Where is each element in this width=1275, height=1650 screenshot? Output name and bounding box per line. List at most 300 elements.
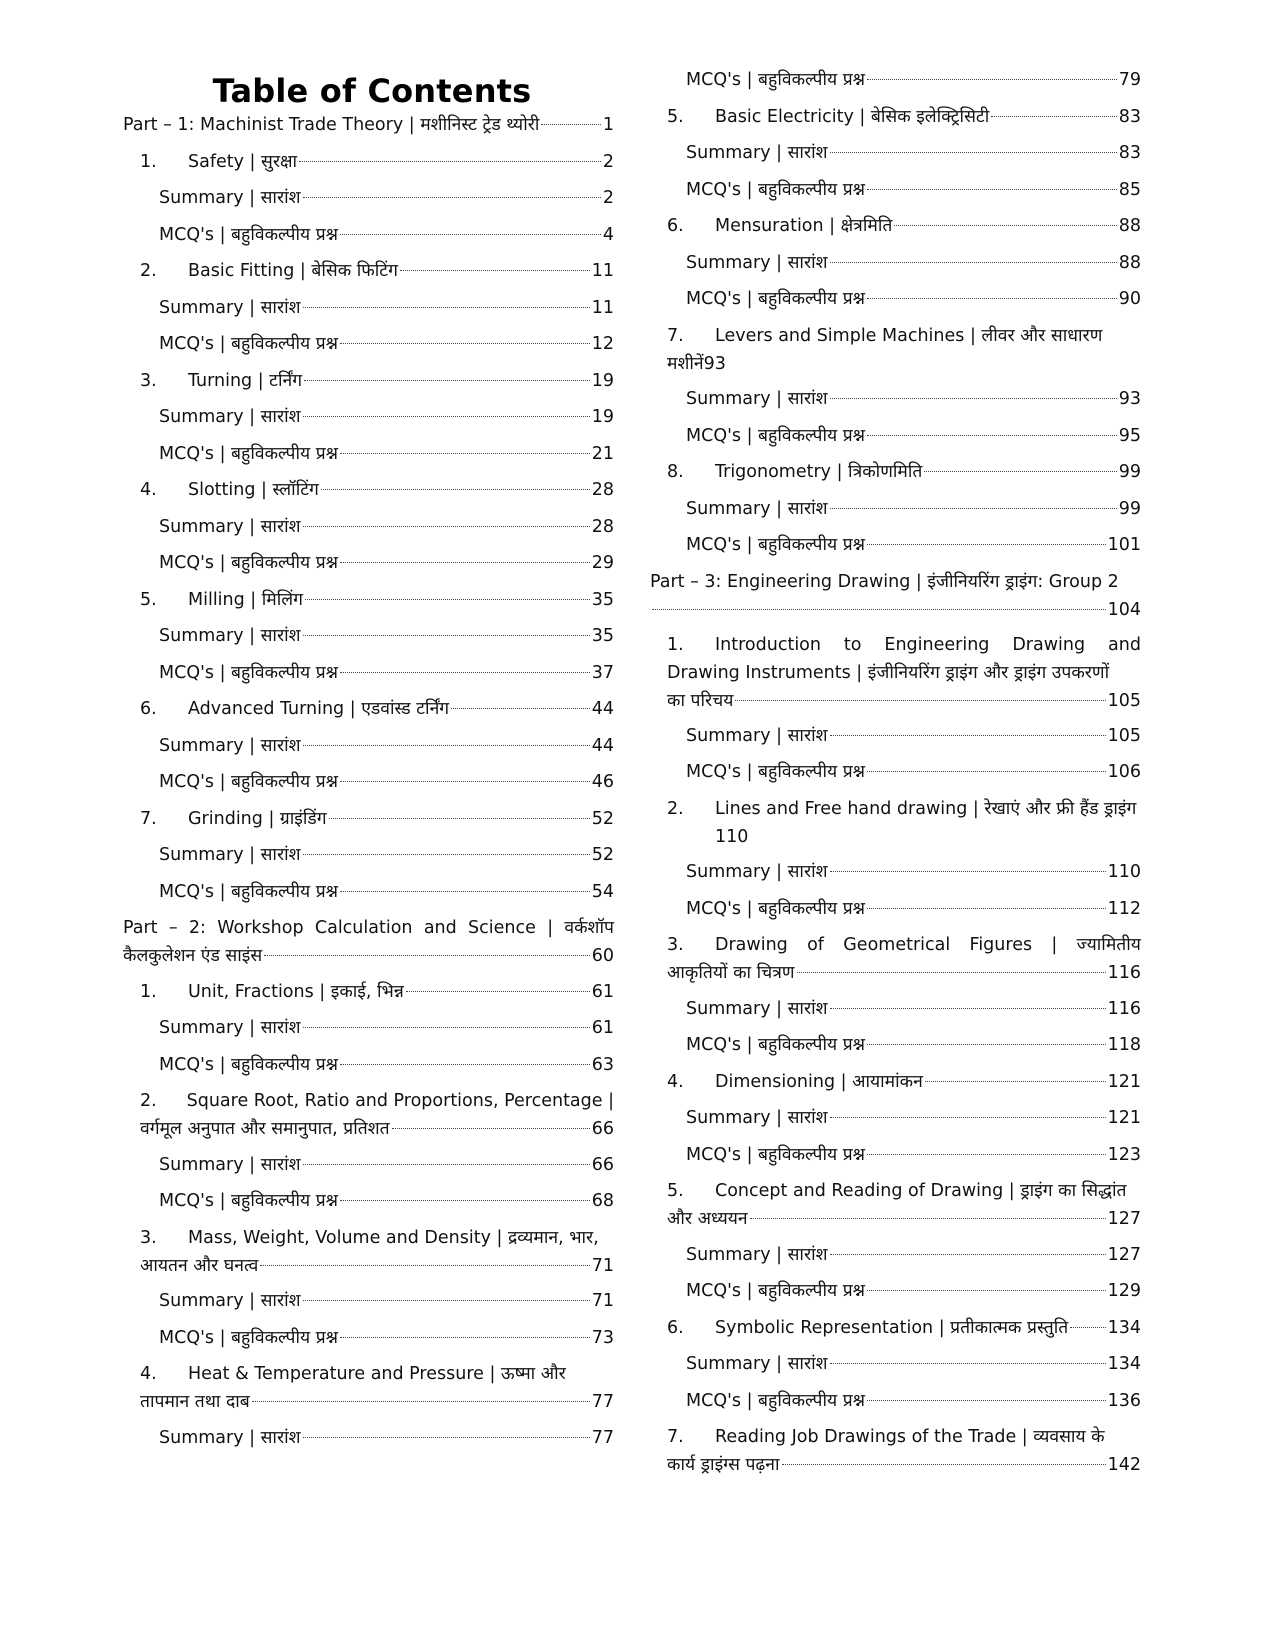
dot-leader xyxy=(991,116,1116,117)
toc-entry xyxy=(140,1224,614,1280)
entry-title: और अध्ययन xyxy=(667,1209,748,1229)
entry-title: MCQ's | बहुविकल्पीय प्रश्न xyxy=(686,1281,866,1301)
toc-entry xyxy=(140,695,614,723)
page-number: 35 xyxy=(591,626,614,646)
toc-row xyxy=(667,959,1141,987)
dot-leader xyxy=(867,435,1117,436)
word: Science xyxy=(468,918,536,938)
toc-entry xyxy=(667,795,1141,851)
dot-leader xyxy=(1070,1327,1105,1328)
toc-row xyxy=(159,1151,614,1179)
toc-row xyxy=(686,385,1141,413)
dot-leader xyxy=(303,1300,590,1301)
entry-title: Slotting | स्लॉटिंग xyxy=(188,480,319,500)
page-number: 106 xyxy=(1107,762,1141,782)
page-number: 127 xyxy=(1107,1209,1141,1229)
entry-title: Summary | सारांश xyxy=(686,998,828,1019)
word: and xyxy=(1108,635,1141,655)
toc-entry xyxy=(123,111,614,139)
entry-title: Summary | सारांश xyxy=(686,1354,828,1374)
word: | xyxy=(547,918,554,938)
page-number: 121 xyxy=(1107,1071,1141,1092)
entry-title: Summary | सारांश xyxy=(686,143,828,163)
toc-row xyxy=(123,942,614,970)
chapter-number: 5. xyxy=(667,106,684,127)
toc-row xyxy=(686,1104,1141,1132)
toc-row xyxy=(686,495,1141,523)
entry-title: Lines and Free hand drawing | रेखाएं और फ्री हैंड ड्राइंग xyxy=(715,798,1137,819)
toc-row xyxy=(686,1141,1141,1169)
toc-row xyxy=(159,732,614,760)
page-number: 68 xyxy=(591,1191,614,1211)
toc-entry xyxy=(159,221,614,249)
chapter-number: 8. xyxy=(667,462,684,482)
entry-title: MCQ's | बहुविकल्पीय प्रश्न xyxy=(159,334,339,354)
word: 2: xyxy=(188,918,206,938)
toc-entry xyxy=(140,367,614,395)
toc-row xyxy=(686,1031,1141,1059)
toc-row xyxy=(159,513,614,541)
page-number: 4 xyxy=(602,224,614,245)
chapter-number: 3. xyxy=(140,370,157,391)
toc-row xyxy=(140,257,614,285)
page-number: 88 xyxy=(1118,252,1141,273)
page-number: 11 xyxy=(591,261,614,281)
toc-entry xyxy=(686,285,1141,313)
page-number: 110 xyxy=(1107,862,1141,882)
toc-entry xyxy=(686,1350,1141,1378)
page-number: 2 xyxy=(602,188,614,208)
dot-leader xyxy=(303,197,601,198)
toc-entry xyxy=(159,622,614,650)
chapter-number: 3. xyxy=(140,1227,157,1248)
page-number: 99 xyxy=(1118,462,1141,482)
entry-title: Summary | सारांश xyxy=(686,1108,828,1128)
dot-leader xyxy=(303,1164,590,1165)
dot-leader xyxy=(867,298,1117,299)
entry-title: MCQ's | बहुविकल्पीय प्रश्न xyxy=(159,1054,339,1075)
toc-row xyxy=(140,978,614,1006)
entry-title: MCQ's | बहुविकल्पीय प्रश्न xyxy=(686,289,866,309)
page-number: 142 xyxy=(1107,1455,1141,1475)
entry-title: MCQ's | बहुविकल्पीय प्रश्न xyxy=(159,1327,339,1348)
entry-title-line xyxy=(140,1087,614,1115)
toc-entry xyxy=(159,440,614,468)
toc-row xyxy=(159,1014,614,1042)
page-number: 129 xyxy=(1107,1281,1141,1301)
toc-entry xyxy=(686,758,1141,786)
page-number: 121 xyxy=(1107,1108,1141,1128)
page-number: 54 xyxy=(591,881,614,902)
page-number: 11 xyxy=(591,297,614,318)
toc-entry xyxy=(686,385,1141,413)
toc-entry xyxy=(686,495,1141,523)
page-number: 136 xyxy=(1107,1390,1141,1411)
toc-row xyxy=(159,184,614,212)
toc-entry xyxy=(686,249,1141,277)
dot-leader xyxy=(304,380,590,381)
toc-entry xyxy=(686,1141,1141,1169)
toc-row xyxy=(159,659,614,687)
page-number: 77 xyxy=(591,1427,614,1448)
toc-row xyxy=(667,458,1141,486)
dot-leader xyxy=(400,270,590,271)
page-number: 127 xyxy=(1107,1244,1141,1265)
toc-entry xyxy=(123,914,614,970)
chapter-number: 7. xyxy=(667,1427,684,1447)
dot-leader xyxy=(340,1200,590,1201)
page-number: 83 xyxy=(1118,106,1141,127)
chapter-number: 6. xyxy=(140,699,157,719)
toc-row xyxy=(686,995,1141,1023)
chapter-number: 4. xyxy=(667,1071,684,1092)
toc-row xyxy=(159,1187,614,1215)
dot-leader xyxy=(750,1218,1106,1219)
entry-title: Part – 1: Machinist Trade Theory | मशीनिस्ट ट्रेड थ्योरी xyxy=(123,115,540,135)
entry-title: Trigonometry | त्रिकोणमिति xyxy=(715,462,923,482)
entry-title: Basic Fitting | बेसिक फिटिंग xyxy=(188,261,398,281)
chapter-number: 4. xyxy=(140,480,157,500)
dot-leader xyxy=(451,708,590,709)
toc-entry xyxy=(650,568,1141,624)
entry-title: कैलकुलेशन एंड साइंस xyxy=(123,946,263,966)
toc-entry xyxy=(686,176,1141,204)
entry-title-line xyxy=(667,631,1141,659)
dot-leader xyxy=(924,471,1116,472)
entry-title: Summary | सारांश xyxy=(159,407,301,427)
toc-row xyxy=(159,1051,614,1079)
toc-row xyxy=(667,103,1141,131)
chapter-number: 5. xyxy=(667,1181,684,1201)
entry-title: Safety | सुरक्षा xyxy=(188,151,298,172)
toc-row xyxy=(159,768,614,796)
toc-row xyxy=(667,1314,1141,1342)
dot-leader xyxy=(830,1363,1106,1364)
entry-title: MCQ's | बहुविकल्पीय प्रश्न xyxy=(686,535,866,555)
toc-row xyxy=(159,1424,614,1452)
entry-title: आयतन और घनत्व xyxy=(140,1255,259,1276)
word: वर्कशॉप xyxy=(564,918,614,938)
page-number: 88 xyxy=(1118,216,1141,236)
toc-entry xyxy=(667,322,1141,378)
entry-title: Summary | सारांश xyxy=(159,1154,301,1175)
entry-title: Summary | सारांश xyxy=(159,516,301,537)
toc-row xyxy=(159,221,614,249)
dot-leader xyxy=(340,672,590,673)
entry-title: Summary | सारांश xyxy=(159,1018,301,1038)
dot-leader xyxy=(830,398,1117,399)
toc-row xyxy=(686,285,1141,313)
entry-title: MCQ's | बहुविकल्पीय प्रश्न xyxy=(686,1035,866,1055)
page-number: 29 xyxy=(591,553,614,573)
entry-title-line xyxy=(667,322,1141,350)
page-number: 116 xyxy=(1107,963,1141,983)
entry-title: Mensuration | क्षेत्रमिति xyxy=(715,216,893,236)
toc-row xyxy=(686,66,1141,94)
entry-title: MCQ's | बहुविकल्पीय प्रश्न xyxy=(159,443,339,464)
dot-leader xyxy=(830,152,1117,153)
page-number: 66 xyxy=(591,1154,614,1175)
word: Part xyxy=(123,918,158,938)
toc-entry xyxy=(667,103,1141,131)
entry-title: Part – 3: Engineering Drawing | इंजीनियरिंग ड्राइंग: Group 2 xyxy=(650,571,1119,592)
page-number: 44 xyxy=(591,735,614,756)
page-number: 95 xyxy=(1118,425,1141,446)
entry-title: MCQ's | बहुविकल्पीय प्रश्न xyxy=(686,179,866,200)
page-title: Table of Contents xyxy=(212,72,532,110)
toc-row xyxy=(667,212,1141,240)
dot-leader xyxy=(925,1081,1106,1082)
word: and xyxy=(423,918,457,938)
page-number: 61 xyxy=(591,981,614,1002)
toc-row xyxy=(140,1252,614,1280)
entry-title: Summary | सारांश xyxy=(686,389,828,409)
toc-entry xyxy=(159,768,614,796)
toc-row xyxy=(686,1277,1141,1305)
entry-title: MCQ's | बहुविकल्पीय प्रश्न xyxy=(159,772,339,792)
dot-leader xyxy=(830,735,1106,736)
dot-leader xyxy=(652,609,1106,610)
page-number: 52 xyxy=(591,845,614,865)
toc-entry xyxy=(159,403,614,431)
dot-leader xyxy=(867,1400,1106,1401)
entry-title: MCQ's | बहुविकल्पीय प्रश्न xyxy=(686,1144,866,1165)
entry-title: MCQ's | बहुविकल्पीय प्रश्न xyxy=(159,881,339,902)
dot-leader xyxy=(830,1254,1106,1255)
toc-entry xyxy=(140,476,614,504)
toc-entry xyxy=(140,1360,614,1416)
dot-leader xyxy=(340,891,590,892)
chapter-number: 7. xyxy=(667,325,684,346)
toc-entry xyxy=(140,148,614,176)
entry-title-line xyxy=(140,1224,614,1252)
toc-entry xyxy=(667,212,1141,240)
toc-row xyxy=(159,330,614,358)
entry-title: Concept and Reading of Drawing | ड्राइंग का सिद्धांत xyxy=(715,1181,1127,1201)
toc-entry xyxy=(159,184,614,212)
dot-leader xyxy=(340,453,590,454)
page-number: 60 xyxy=(591,946,614,966)
page-number: 104 xyxy=(1107,599,1141,620)
dot-leader xyxy=(303,1437,590,1438)
chapter-number: 7. xyxy=(140,808,157,829)
toc-entry xyxy=(667,631,1141,715)
toc-entry xyxy=(159,1014,614,1042)
page-number: 123 xyxy=(1107,1144,1141,1165)
page-number: 105 xyxy=(1107,691,1141,711)
toc-row xyxy=(159,403,614,431)
page-number: 44 xyxy=(591,699,614,719)
toc-entry xyxy=(667,1068,1141,1096)
chapter-number: 1. xyxy=(667,635,684,655)
dot-leader xyxy=(867,544,1106,545)
entry-title-line xyxy=(140,1360,614,1388)
page-number: 134 xyxy=(1107,1317,1141,1338)
entry-title: MCQ's | बहुविकल्पीय प्रश्न xyxy=(159,662,339,683)
toc-entry xyxy=(159,878,614,906)
toc-entry xyxy=(686,1104,1141,1132)
chapter-number: 6. xyxy=(667,1317,684,1338)
entry-title-line: मशीनें93 xyxy=(667,353,726,374)
page-number: 21 xyxy=(591,443,614,464)
dot-leader xyxy=(260,1265,589,1266)
toc-row xyxy=(140,695,614,723)
toc-row xyxy=(667,687,1141,715)
toc-entry xyxy=(686,422,1141,450)
entry-title: Grinding | ग्राइंडिंग xyxy=(188,808,327,829)
entry-title: Summary | सारांश xyxy=(686,252,828,273)
dot-leader xyxy=(867,771,1106,772)
toc-row xyxy=(123,111,614,139)
page-number: 101 xyxy=(1107,535,1141,555)
entry-title-line: Drawing Instruments | इंजीनियरिंग ड्राइंग और ड्राइंग उपकरणों xyxy=(667,663,1110,683)
entry-title: Summary | सारांश xyxy=(159,297,301,318)
entry-title: MCQ's | बहुविकल्पीय प्रश्न xyxy=(159,1191,339,1211)
toc-entry xyxy=(686,722,1141,750)
entry-title: वर्गमूल अनुपात और समानुपात, प्रतिशत xyxy=(140,1119,390,1139)
page-number: 28 xyxy=(591,516,614,537)
toc-entry xyxy=(140,586,614,614)
toc-row xyxy=(686,722,1141,750)
word: Calculation xyxy=(314,918,413,938)
entry-title: आकृतियों का चित्रण xyxy=(667,963,795,983)
chapter-number: 2. xyxy=(667,798,684,819)
page-number: 118 xyxy=(1107,1035,1141,1055)
toc-entry xyxy=(686,139,1141,167)
entry-title: Dimensioning | आयामांकन xyxy=(715,1071,923,1092)
page-number: 90 xyxy=(1118,289,1141,309)
toc-entry xyxy=(686,1387,1141,1415)
toc-entry xyxy=(159,1424,614,1452)
toc-entry xyxy=(686,1241,1141,1269)
word: Introduction xyxy=(715,635,821,655)
dot-leader xyxy=(392,1128,590,1129)
toc-row xyxy=(140,1388,614,1416)
page-number: 71 xyxy=(591,1291,614,1311)
entry-title-line xyxy=(667,1177,1141,1205)
entry-title: Advanced Turning | एडवांस्ड टर्निंग xyxy=(188,699,450,719)
toc-row xyxy=(159,294,614,322)
dot-leader xyxy=(830,1008,1106,1009)
entry-title: MCQ's | बहुविकल्पीय प्रश्न xyxy=(686,1390,866,1411)
word: Engineering xyxy=(884,635,990,655)
toc-row xyxy=(686,249,1141,277)
toc-entry xyxy=(159,732,614,760)
page-number: 19 xyxy=(591,370,614,391)
word: Geometrical xyxy=(843,935,951,955)
toc-entry xyxy=(686,1031,1141,1059)
toc-row xyxy=(140,476,614,504)
dot-leader xyxy=(303,745,590,746)
page-number: 79 xyxy=(1118,70,1141,90)
toc-entry xyxy=(159,659,614,687)
page-number: 71 xyxy=(591,1255,614,1276)
entry-title: Summary | सारांश xyxy=(159,1291,301,1311)
toc-row xyxy=(159,622,614,650)
dot-leader xyxy=(340,562,590,563)
entry-title: Heat & Temperature and Pressure | ऊष्मा और xyxy=(188,1364,566,1384)
dot-leader xyxy=(867,79,1117,80)
page-number: 93 xyxy=(1118,389,1141,409)
toc-entry xyxy=(140,1087,614,1143)
toc-entry xyxy=(159,1287,614,1315)
entry-title xyxy=(715,931,1141,959)
entry-title: Summary | सारांश xyxy=(686,862,828,882)
chapter-number: 1. xyxy=(140,151,157,172)
entry-title-line xyxy=(667,931,1141,959)
entry-title: Unit, Fractions | इकाई, भिन्न xyxy=(188,981,404,1002)
entry-title: Summary | सारांश xyxy=(686,498,828,519)
dot-leader xyxy=(867,189,1117,190)
entry-title: Milling | मिलिंग xyxy=(188,589,304,610)
toc-entry xyxy=(667,1423,1141,1479)
toc-row xyxy=(686,1387,1141,1415)
toc-entry xyxy=(686,66,1141,94)
toc-entry xyxy=(159,330,614,358)
page-number: 2 xyxy=(602,151,614,172)
dot-leader xyxy=(340,234,601,235)
dot-leader xyxy=(329,818,590,819)
toc-row xyxy=(140,367,614,395)
toc-row xyxy=(159,440,614,468)
word: Drawing xyxy=(715,935,788,955)
entry-title: Summary | सारांश xyxy=(686,725,828,746)
entry-title-line: 110 xyxy=(715,826,749,847)
entry-title-line xyxy=(667,795,1141,823)
dot-leader xyxy=(541,124,600,125)
dot-leader xyxy=(303,854,590,855)
dot-leader xyxy=(406,991,590,992)
entry-title: Summary | सारांश xyxy=(159,845,301,865)
word: Workshop xyxy=(217,918,304,938)
toc-entry xyxy=(686,895,1141,923)
chapter-number: 1. xyxy=(140,981,157,1002)
toc-row xyxy=(686,895,1141,923)
page-number: 19 xyxy=(591,407,614,427)
page-number: 52 xyxy=(591,808,614,829)
toc-row xyxy=(686,139,1141,167)
dot-leader xyxy=(303,526,590,527)
dot-leader xyxy=(797,972,1106,973)
dot-leader xyxy=(340,1337,590,1338)
dot-leader xyxy=(303,416,590,417)
toc-row xyxy=(140,1115,614,1143)
entry-title: MCQ's | बहुविकल्पीय प्रश्न xyxy=(686,762,866,782)
dot-leader xyxy=(340,1064,590,1065)
toc-entry xyxy=(667,458,1141,486)
toc-row xyxy=(667,1205,1141,1233)
toc-entry xyxy=(159,1324,614,1352)
page-number: 63 xyxy=(591,1054,614,1075)
toc-entry xyxy=(686,858,1141,886)
toc-entry xyxy=(159,513,614,541)
chapter-number: 2. xyxy=(140,1091,157,1111)
page-number: 28 xyxy=(591,480,614,500)
entry-title: MCQ's | बहुविकल्पीय प्रश्न xyxy=(159,553,339,573)
chapter-number: 2. xyxy=(140,261,157,281)
chapter-number: 3. xyxy=(667,935,684,955)
page-number: 116 xyxy=(1107,998,1141,1019)
page-number: 73 xyxy=(591,1327,614,1348)
word: – xyxy=(168,918,178,938)
dot-leader xyxy=(303,1027,590,1028)
dot-leader xyxy=(830,508,1117,509)
toc-entry xyxy=(140,978,614,1006)
page-number: 61 xyxy=(591,1018,614,1038)
dot-leader xyxy=(830,871,1106,872)
dot-leader xyxy=(830,262,1117,263)
entry-title: का परिचय xyxy=(667,691,734,711)
